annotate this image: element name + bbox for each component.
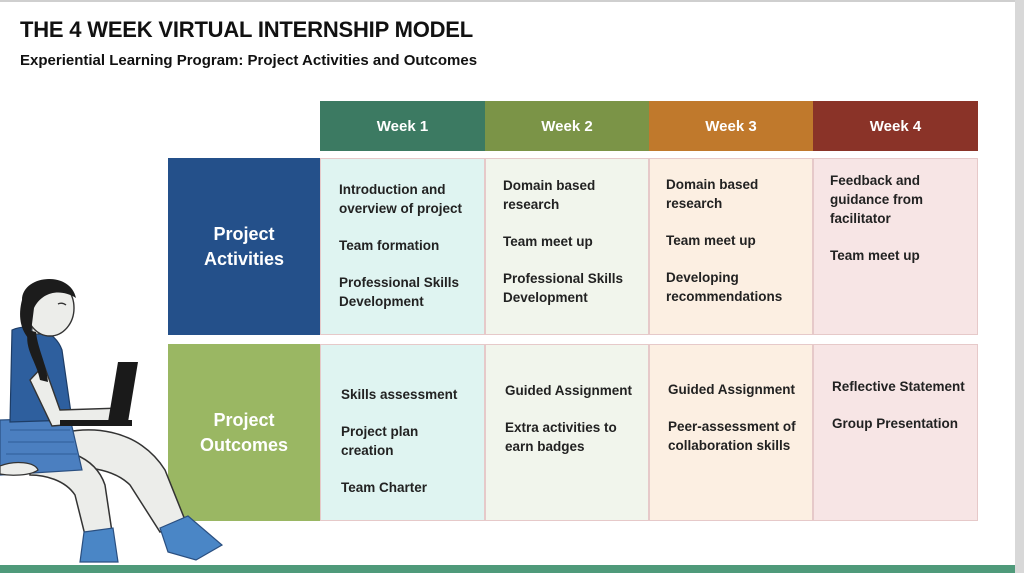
outcomes-week-1-cell — [320, 344, 485, 521]
list-item: Domain based research — [666, 177, 759, 211]
list-item: Professional Skills Development — [503, 271, 624, 305]
bottom-accent-bar — [0, 565, 1015, 573]
week-1-header: Week 1 — [320, 101, 485, 151]
list-item: Team meet up — [503, 234, 593, 249]
list-item: Group Presentation — [832, 416, 959, 431]
outcomes-week-2-cell — [485, 344, 649, 521]
activities-week-1-cell — [320, 158, 485, 335]
list-item: Reflective Statement — [832, 379, 965, 394]
week-2-header: Week 2 — [485, 101, 649, 151]
list-item: Professional Skills Development — [339, 275, 460, 309]
list-item: Extra activities to earn badges — [505, 420, 617, 454]
list-item: Skills assessment — [341, 387, 458, 402]
list-item: Feedback and guidance from facilitator — [830, 173, 924, 226]
page-subtitle: Experiential Learning Program: Project Activities and Outcomes — [20, 52, 478, 69]
list-item: Project plan creation — [341, 424, 419, 458]
activities-week-3-cell — [649, 158, 813, 335]
project-activities-label: Project Activities — [168, 158, 320, 335]
outcomes-week-3-cell — [649, 344, 813, 521]
outcomes-week-4-cell — [813, 344, 978, 521]
list-item: Peer-assessment of collaboration skills — [668, 419, 796, 453]
list-item: Team formation — [339, 238, 440, 253]
slide-top-border — [0, 0, 1024, 2]
woman-with-laptop-illustration — [0, 270, 240, 570]
list-item: Guided Assignment — [505, 383, 633, 398]
list-item: Team meet up — [830, 248, 920, 263]
slide-right-border — [1015, 0, 1024, 573]
list-item: Introduction and overview of project — [339, 182, 463, 216]
activities-week-2-cell — [485, 158, 649, 335]
list-item: Guided Assignment — [668, 382, 796, 397]
activities-week-4-cell — [813, 158, 978, 335]
week-4-header: Week 4 — [813, 101, 978, 151]
week-3-header: Week 3 — [649, 101, 813, 151]
list-item: Team Charter — [341, 480, 428, 495]
project-outcomes-label: Project Outcomes — [168, 344, 320, 521]
list-item: Domain based research — [503, 178, 596, 212]
list-item: Developing recommendations — [666, 270, 783, 304]
page-title: THE 4 WEEK VIRTUAL INTERNSHIP MODEL — [20, 17, 474, 42]
list-item: Team meet up — [666, 233, 756, 248]
